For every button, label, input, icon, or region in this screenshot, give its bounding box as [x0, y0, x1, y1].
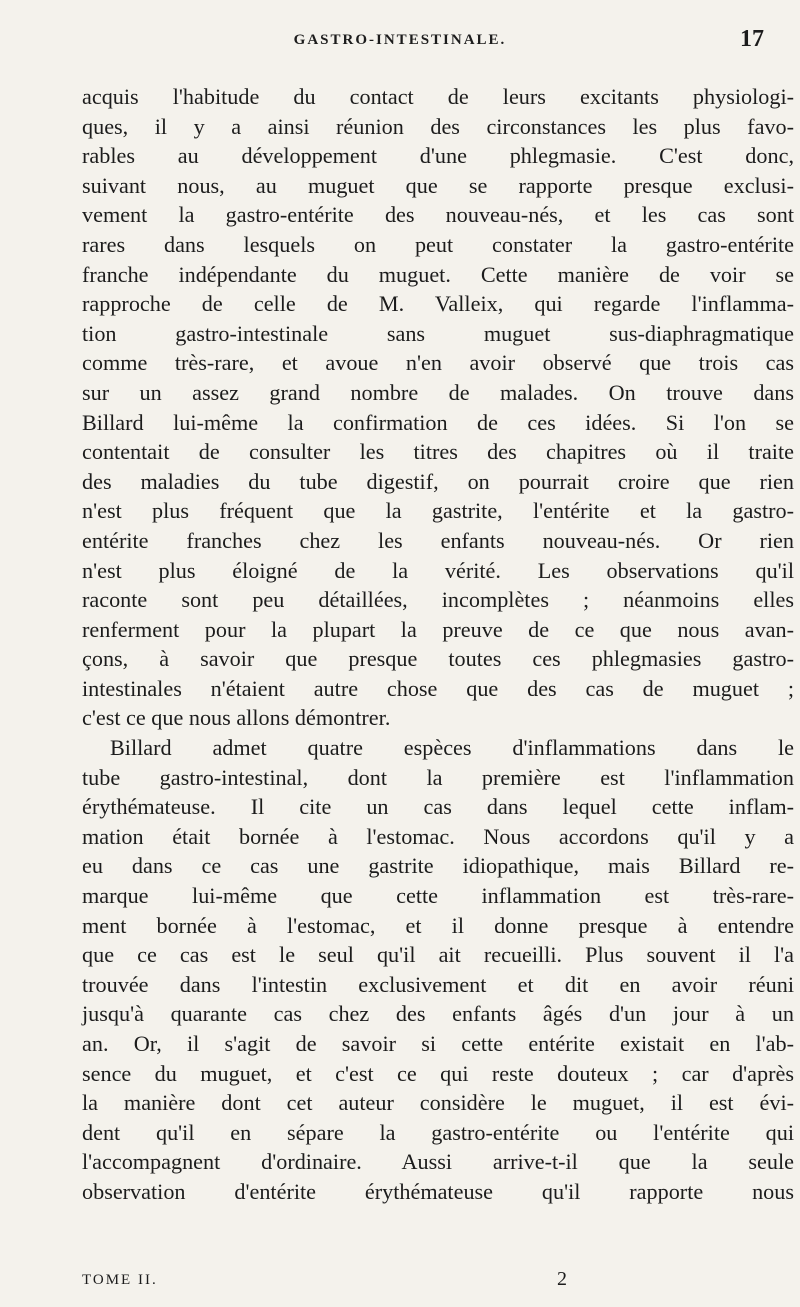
- text-line: la manière dont cet auteur considère le muguet, il est évi-: [82, 1090, 794, 1116]
- text-line: jusqu'à quarante cas chez des enfants âgés d'un jour à un: [82, 1001, 794, 1027]
- page-number: 17: [740, 26, 764, 52]
- text-line: dent qu'il en sépare la gastro-entérite ou l'entérite qui: [82, 1119, 794, 1145]
- text-line: rares dans lesquels on peut constater la gastro-entérite: [82, 231, 794, 257]
- text-line: mation était bornée à l'estomac. Nous accordons qu'il y a: [82, 823, 794, 849]
- text-line: franche indépendante du muguet. Cette manière de voir se: [82, 261, 794, 287]
- text-line: intestinales n'étaient autre chose que des cas de muguet ;: [82, 675, 794, 701]
- text-line: marque lui-même que cette inflammation est très-rare-: [82, 883, 794, 909]
- text-line: suivant nous, au muguet que se rapporte presque exclusi-: [82, 172, 794, 198]
- text-line: vement la gastro-entérite des nouveau-nés, et les cas sont: [82, 202, 794, 228]
- text-line: érythémateuse. Il cite un cas dans lequel cette inflam-: [82, 794, 794, 820]
- text-line: l'accompagnent d'ordinaire. Aussi arrive-t-il que la seule: [82, 1149, 794, 1175]
- text-line: an. Or, il s'agit de savoir si cette entérite existait en l'ab-: [82, 1031, 794, 1056]
- signature-number: 2: [557, 1268, 567, 1290]
- body-text: [82, 82, 794, 1207]
- page-footer: [82, 1268, 762, 1296]
- page-header: [60, 26, 764, 56]
- text-line: contentait de consulter les titres des chapitres où il traite: [82, 439, 794, 465]
- text-line: observation d'entérite érythémateuse qu'il rapporte nous: [82, 1178, 794, 1204]
- volume-signature: TOME II.: [82, 1272, 158, 1288]
- text-line: çons, à savoir que presque toutes ces phlegmasies gastro-: [82, 646, 794, 672]
- text-line: eu dans ce cas une gastrite idiopathique, mais Billard re-: [82, 853, 794, 879]
- text-line: trouvée dans l'intestin exclusivement et dit en avoir réuni: [82, 971, 794, 997]
- text-line: ques, il y a ainsi réunion des circonstances les plus favo-: [82, 113, 794, 139]
- text-line: comme très-rare, et avoue n'en avoir observé que trois cas: [82, 350, 794, 376]
- text-line: que ce cas est le seul qu'il ait recueilli. Plus souvent il l'a: [82, 942, 794, 968]
- text-line: n'est plus fréquent que la gastrite, l'entérite et la gastro-: [82, 498, 794, 524]
- text-line: tion gastro-intestinale sans muguet sus-diaphragmatique: [82, 320, 794, 346]
- text-line: tube gastro-intestinal, dont la première est l'inflammation: [82, 764, 794, 790]
- paragraph-end-line: c'est ce que nous allons démontrer.: [82, 705, 391, 731]
- text-line: sence du muguet, et c'est ce qui reste douteux ; car d'après: [82, 1060, 794, 1086]
- text-line: ment bornée à l'estomac, et il donne presque à entendre: [82, 912, 794, 938]
- text-line: rapproche de celle de M. Valleix, qui regarde l'inflamma-: [82, 291, 794, 317]
- text-line: Billard lui-même la confirmation de ces idées. Si l'on se: [82, 409, 794, 435]
- text-line: des maladies du tube digestif, on pourrait croire que rien: [82, 468, 794, 494]
- text-line: renferment pour la plupart la preuve de ce que nous avan-: [82, 616, 794, 642]
- paragraph-start-line: Billard admet quatre espèces d'inflammations dans le: [110, 735, 794, 761]
- text-line: rables au développement d'une phlegmasie. C'est donc,: [82, 143, 794, 169]
- text-line: raconte sont peu détaillées, incomplètes ; néanmoins elles: [82, 587, 794, 613]
- text-line: entérite franches chez les enfants nouveau-nés. Or rien: [82, 527, 794, 553]
- text-line: n'est plus éloigné de la vérité. Les observations qu'il: [82, 557, 794, 583]
- text-line: sur un assez grand nombre de malades. On trouve dans: [82, 379, 794, 405]
- running-head: GASTRO-INTESTINALE.: [293, 32, 507, 48]
- text-line: acquis l'habitude du contact de leurs excitants physiologi-: [82, 84, 794, 109]
